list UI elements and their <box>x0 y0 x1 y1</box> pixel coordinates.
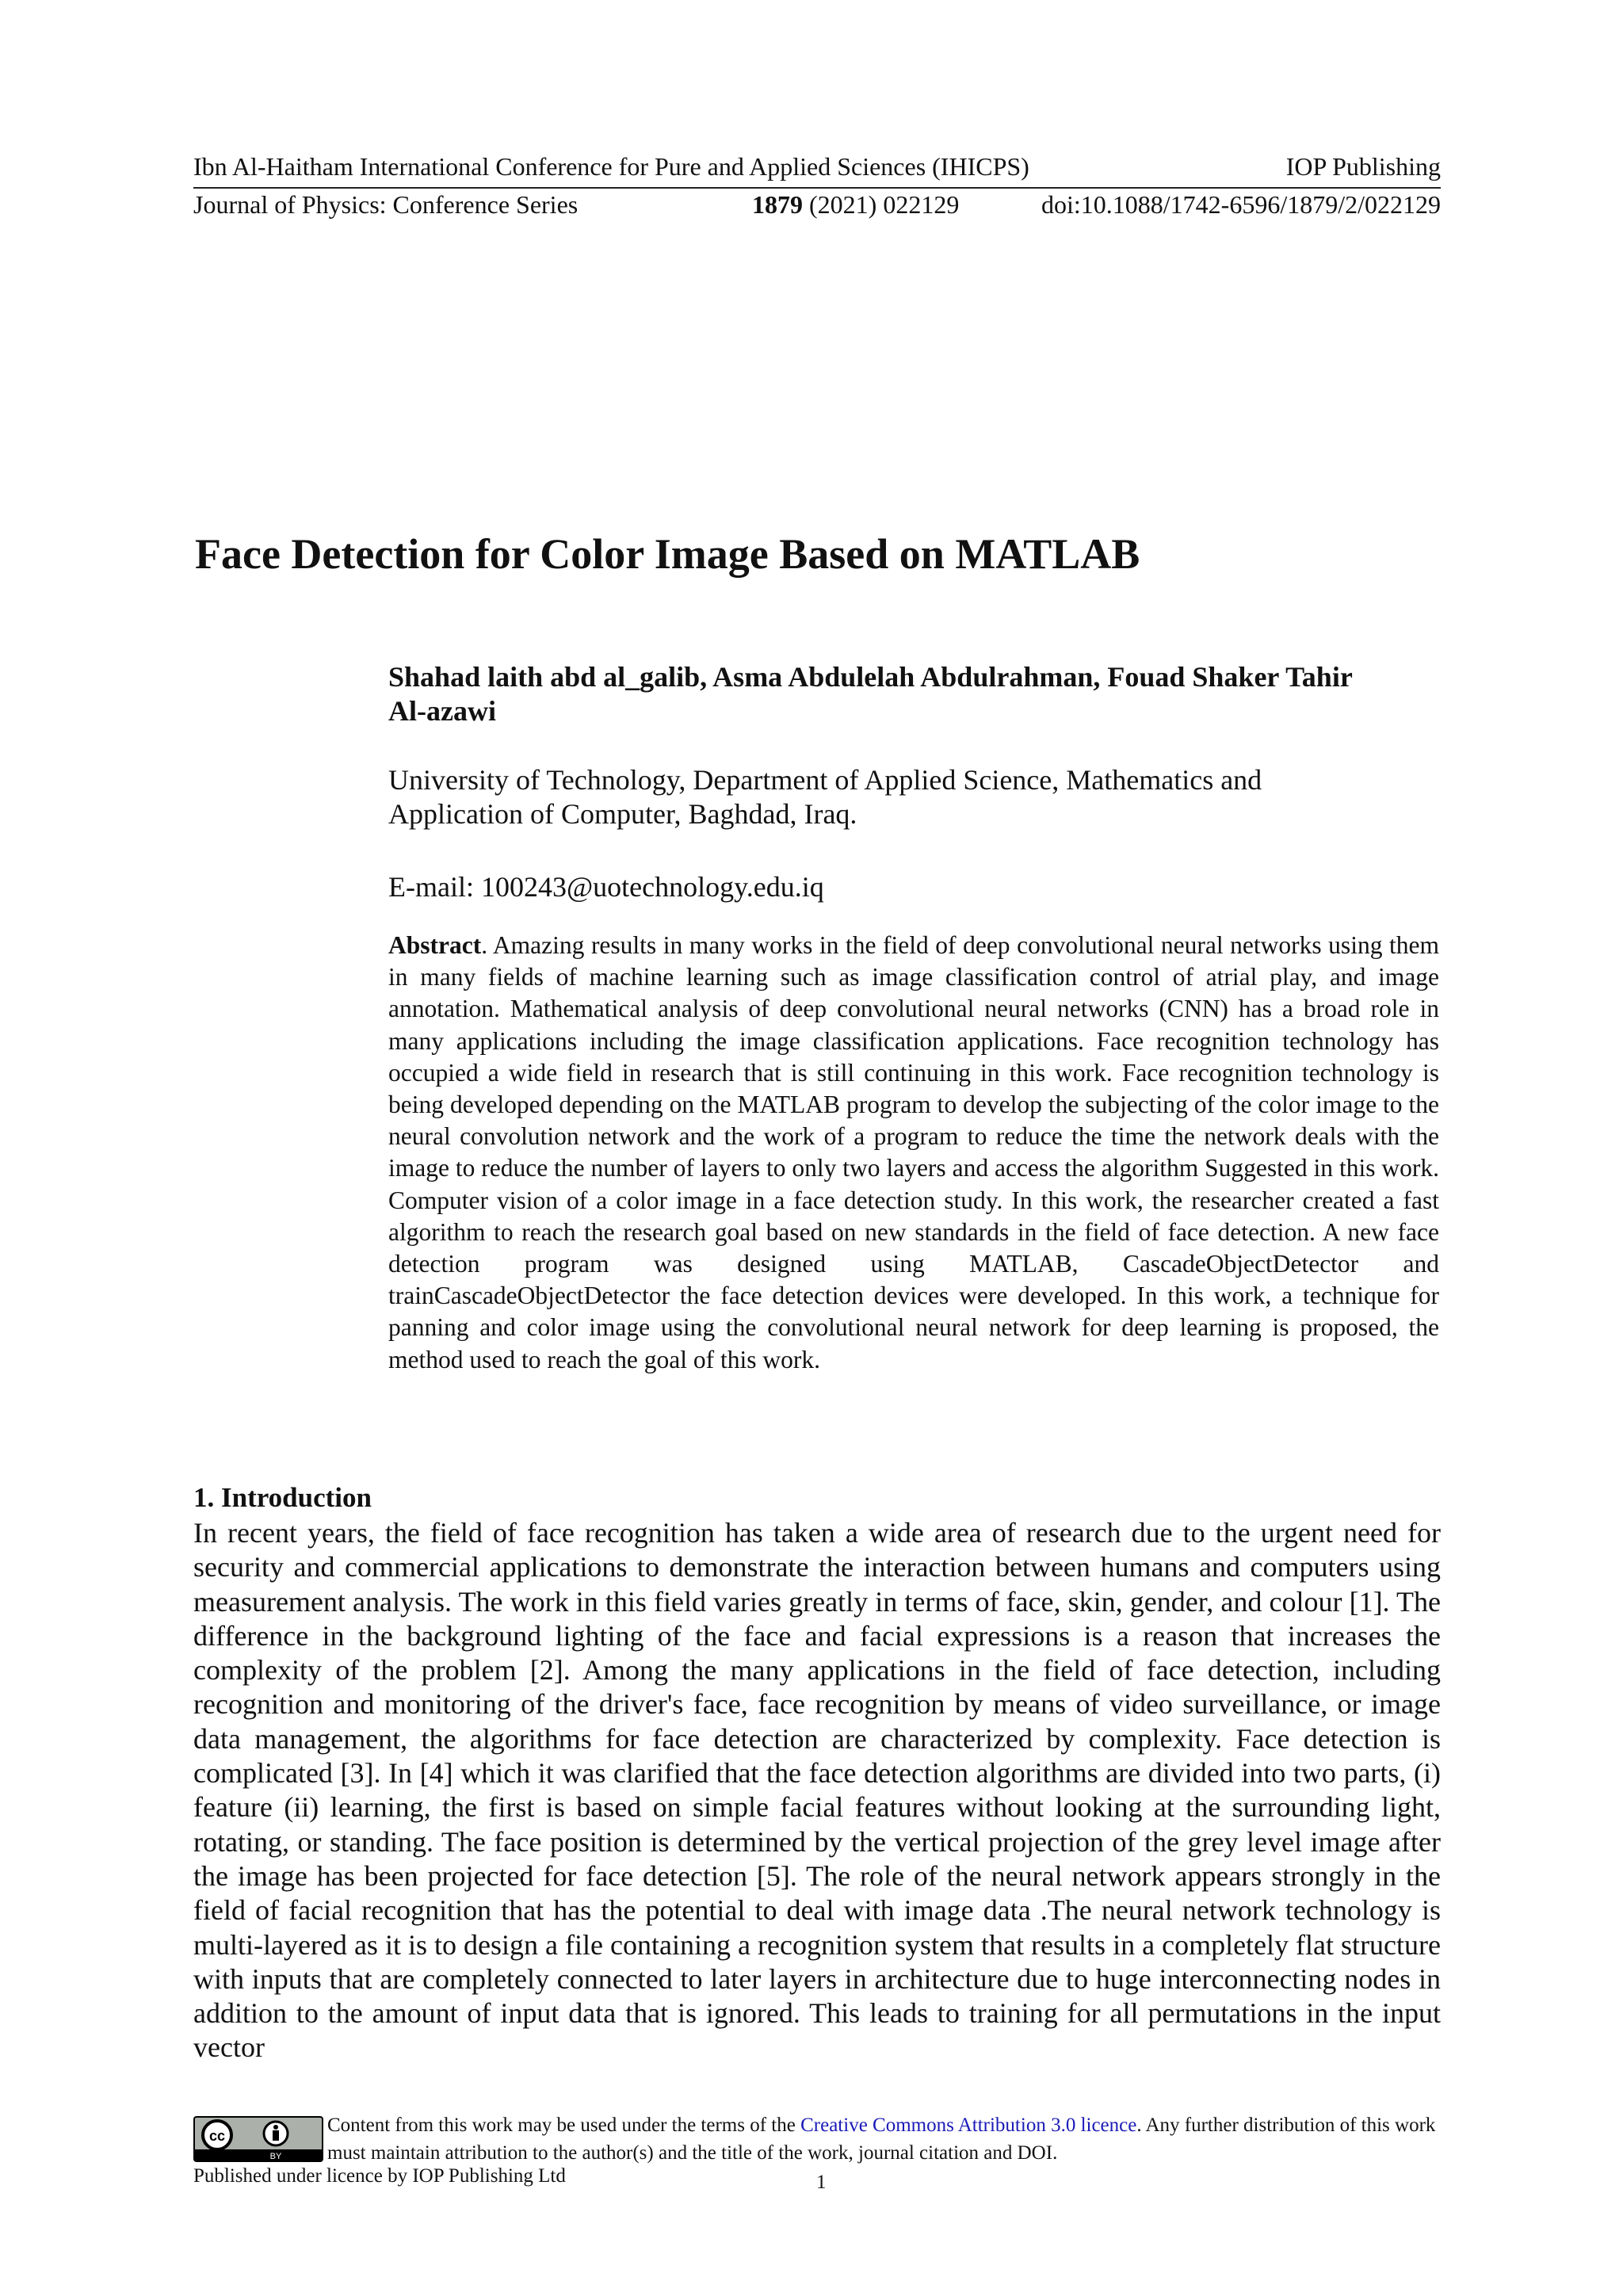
affiliation <box>388 763 1439 831</box>
header-rule <box>193 187 1441 189</box>
running-header <box>193 152 1441 181</box>
section-heading-introduction: 1. Introduction <box>193 1482 372 1513</box>
conference-name: Ibn Al-Haitham International Conference for Pure and Applied Sciences (IHICPS) <box>193 152 1029 181</box>
affiliation-line-1: University of Technology, Department of Applied Science, Mathematics and <box>388 764 1262 796</box>
license-link[interactable]: Creative Commons Attribution 3.0 licence <box>800 2115 1137 2136</box>
journal-name: Journal of Physics: Conference Series <box>193 190 579 219</box>
cc-by-license-icon <box>193 2116 323 2162</box>
issue-article: (2021) 022129 <box>809 190 960 219</box>
license-notice <box>327 2111 1441 2167</box>
abstract-text: . Amazing results in many works in the field of deep convolutional neural networks using them in many fields of machine learning such as image classification control of atrial play, and image annotation. Mathematical analysis of deep convolutional neural networks (CNN) has a broad role in many applications including the image classification applications. Face recognition technology has occupied a wide field in research that is still continuing in this work. Face recognition technology is being developed depending on the MATLAB program to develop the subjecting of the color image to the neural convolution network and the work of a program to reduce the time the network deals with the image to reduce the number of layers to only two layers and access the algorithm Suggested in this work. Computer vision of a color image in a face detection study. In this work, the researcher created a fast algorithm to reach the research goal based on new standards in the field of face detection. A new face detection program was designed using MATLAB, CascadeObjectDetector and trainCascadeObjectDetector the face detection devices were developed. In this work, a technique for panning and color image using the convolutional neural network for deep learning is proposed, the method used to reach the goal of this work. <box>388 931 1439 1373</box>
license-text-post: . Any further distribution of this work must maintain attribution to the author(s) and the title of the work, journal citation and DOI. <box>327 2115 1436 2164</box>
publisher-name: IOP Publishing <box>1285 152 1441 181</box>
svg-text:cc: cc <box>208 2128 226 2144</box>
authors <box>388 660 1439 728</box>
volume-info <box>752 190 959 220</box>
abstract <box>388 930 1439 1376</box>
volume-number: 1879 <box>752 190 803 219</box>
doi: doi:10.1088/1742-6596/1879/2/022129 <box>1041 190 1441 219</box>
published-under-licence: Published under licence by IOP Publishing Ltd <box>193 2165 566 2187</box>
page-number: 1 <box>816 2172 827 2193</box>
cc-badge-label: BY <box>269 2152 282 2161</box>
paper-title: Face Detection for Color Image Based on MATLAB <box>195 530 1140 578</box>
author-email: E-mail: 100243@uotechnology.edu.iq <box>388 871 824 903</box>
affiliation-line-2: Application of Computer, Baghdad, Iraq. <box>388 798 857 830</box>
authors-line-2: Al-azawi <box>388 695 496 727</box>
introduction-text: In recent years, the field of face recognition has taken a wide area of research due to the urgent need for security and commercial applications to demonstrate the interaction between humans and computers using measurement analysis. The work in this field varies greatly in terms of face, skin, gender, and colour [1]. The difference in the background lighting of the face and facial expressions is a reason that increases the complexity of the problem [2]. Among the many applications in the field of face detection, including recognition and monitoring of the driver's face, face recognition by means of video surveillance, or image data management, the algorithms for face detection are characterized by complexity. Face detection is complicated [3]. In [4] which it was clarified that the face detection algorithms are divided into two parts, (i) feature (ii) learning, the first is based on simple facial features without looking at the surrounding light, rotating, or standing. The face position is determined by the vertical projection of the grey level image after the image has been projected for face detection [5]. The role of the neural network appears strongly in the field of facial recognition that has the potential to deal with image data .The neural network technology is multi-layered as it is to design a file containing a recognition system that results in a completely flat structure with inputs that are completely connected to later layers in architecture due to huge interconnecting nodes in addition to the amount of input data that is ignored. This leads to training for all permutations in the input vector <box>193 1517 1441 2064</box>
authors-line-1: Shahad laith abd al_galib, Asma Abdulelah Abdulrahman, Fouad Shaker Tahir <box>388 661 1353 693</box>
abstract-label: Abstract <box>388 931 482 959</box>
license-text-pre: Content from this work may be used under the terms of the <box>327 2115 796 2136</box>
